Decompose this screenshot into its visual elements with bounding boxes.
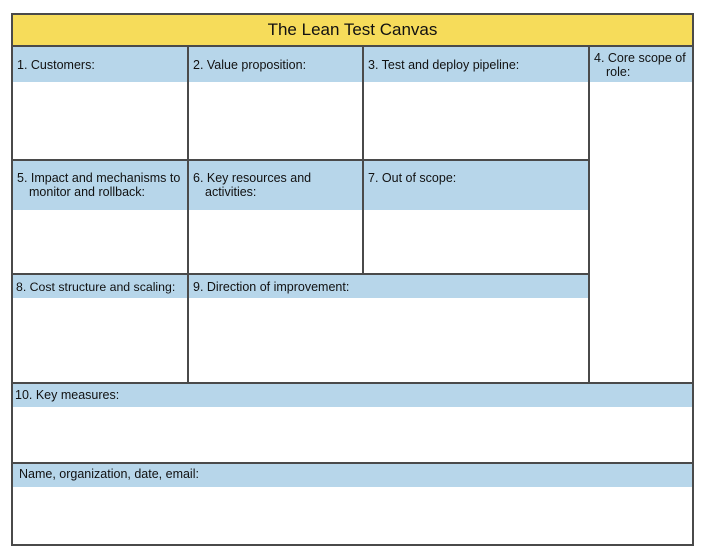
section-cost-structure — [11, 273, 189, 384]
section-direction-improvement-label: 9. Direction of improvement: — [189, 275, 588, 298]
section-test-deploy-pipeline — [362, 45, 590, 161]
section-core-scope-label: 4. Core scope of role: — [590, 47, 692, 82]
section-direction-improvement — [187, 273, 590, 384]
section-core-scope — [588, 45, 694, 384]
section-key-resources-label: 6. Key resources and activities: — [189, 161, 362, 210]
canvas-title: The Lean Test Canvas — [11, 13, 694, 47]
section-name-org — [11, 462, 694, 546]
section-impact-mechanisms — [11, 159, 189, 275]
section-value-proposition — [187, 45, 364, 161]
section-key-measures-label: 10. Key measures: — [13, 384, 692, 407]
section-impact-mechanisms-label: 5. Impact and mechanisms to monitor and rollback: — [13, 161, 187, 210]
section-test-deploy-pipeline-label: 3. Test and deploy pipeline: — [364, 47, 588, 82]
section-key-measures — [11, 382, 694, 464]
section-name-org-label: Name, organization, date, email: — [13, 464, 692, 487]
section-cost-structure-label: 8. Cost structure and scaling: — [13, 275, 187, 298]
section-out-of-scope — [362, 159, 590, 275]
section-value-proposition-label: 2. Value proposition: — [189, 47, 362, 82]
section-key-resources — [187, 159, 364, 275]
section-customers-label: 1. Customers: — [13, 47, 187, 82]
section-out-of-scope-label: 7. Out of scope: — [364, 161, 588, 210]
section-customers — [11, 45, 189, 161]
